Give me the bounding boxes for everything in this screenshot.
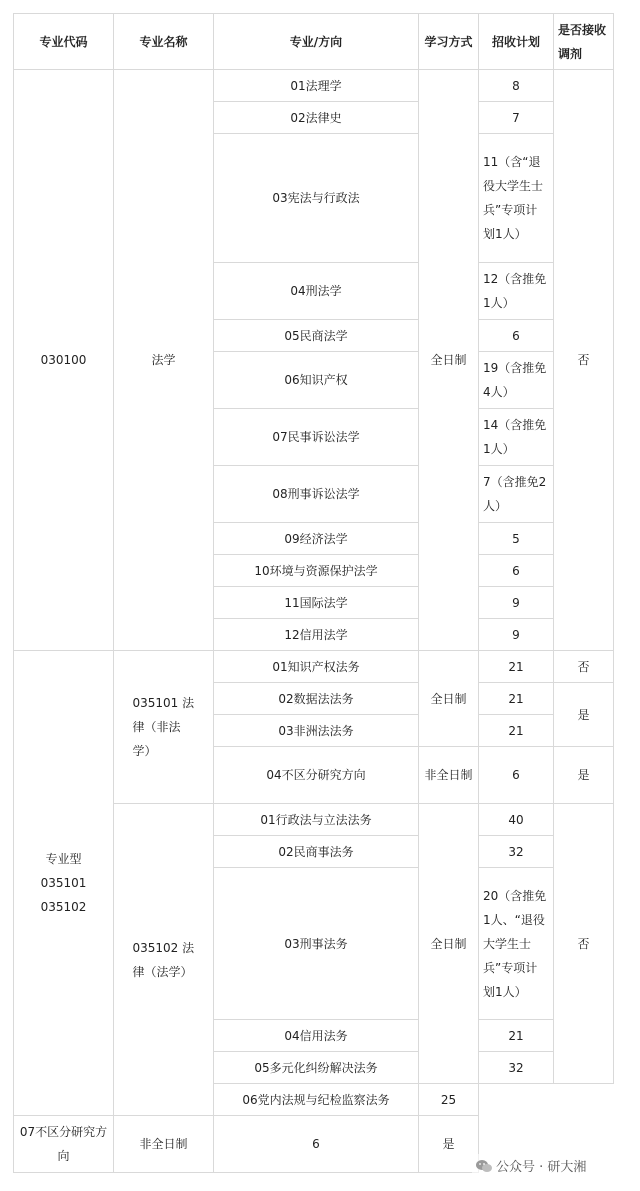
- header-name: 专业名称: [114, 14, 214, 70]
- law-code: 030100: [14, 70, 114, 651]
- direction-cell: 02民商事法务: [214, 836, 419, 868]
- plan-cell: 7: [479, 102, 554, 134]
- plan-cell: 20（含推免1人、“退役大学生士兵”专项计划1人）: [479, 868, 554, 1020]
- wechat-watermark: [472, 1154, 590, 1177]
- direction-cell: 07民事诉讼法学: [214, 409, 419, 466]
- plan-cell: 25: [419, 1084, 479, 1116]
- direction-cell: 06知识产权: [214, 352, 419, 409]
- plan-cell: 8: [479, 70, 554, 102]
- direction-cell: 01知识产权法务: [214, 651, 419, 683]
- plan-cell: 6: [479, 747, 554, 804]
- jm-law-adjust: 否: [554, 804, 614, 1084]
- jm-nonlaw-name: 035101 法律（非法学）: [114, 651, 214, 804]
- direction-cell: 12信用法学: [214, 619, 419, 651]
- jm-law-parttime: 非全日制: [114, 1116, 214, 1173]
- direction-cell: 03宪法与行政法: [214, 134, 419, 263]
- plan-cell: 21: [479, 683, 554, 715]
- plan-cell: 6: [479, 320, 554, 352]
- plan-cell: 19（含推免4人）: [479, 352, 554, 409]
- professional-code: 专业型 035101 035102: [14, 651, 114, 1116]
- direction-cell: 01法理学: [214, 70, 419, 102]
- plan-cell: 32: [479, 1052, 554, 1084]
- header-plan: 招收计划: [479, 14, 554, 70]
- plan-cell: 11（含“退役大学生士兵”专项计划1人）: [479, 134, 554, 263]
- law-adjust: 否: [554, 70, 614, 651]
- plan-cell: 9: [479, 587, 554, 619]
- plan-cell: 6: [214, 1116, 419, 1173]
- plan-cell: 40: [479, 804, 554, 836]
- direction-cell: 04不区分研究方向: [214, 747, 419, 804]
- direction-cell: 05民商法学: [214, 320, 419, 352]
- table-row: [14, 651, 614, 683]
- plan-cell: 14（含推免1人）: [479, 409, 554, 466]
- plan-cell: 5: [479, 523, 554, 555]
- header-code: 专业代码: [14, 14, 114, 70]
- plan-cell: 21: [479, 651, 554, 683]
- plan-cell: 21: [479, 1020, 554, 1052]
- plan-cell: 9: [479, 619, 554, 651]
- header-row: [14, 14, 614, 70]
- direction-cell: 07不区分研究方向: [14, 1116, 114, 1173]
- direction-cell: 10环境与资源保护法学: [214, 555, 419, 587]
- direction-cell: 11国际法学: [214, 587, 419, 619]
- wechat-icon: [476, 1159, 492, 1173]
- header-direction: 专业/方向: [214, 14, 419, 70]
- direction-cell: 05多元化纠纷解决法务: [214, 1052, 419, 1084]
- header-adjust: 是否接收调剂: [554, 14, 614, 70]
- direction-cell: 01行政法与立法法务: [214, 804, 419, 836]
- jm-law-fulltime: 全日制: [419, 804, 479, 1084]
- adjust-cell: 否: [554, 651, 614, 683]
- direction-cell: 04刑法学: [214, 263, 419, 320]
- direction-cell: 03刑事法务: [214, 868, 419, 1020]
- direction-cell: 03非洲法法务: [214, 715, 419, 747]
- table-row: [14, 70, 614, 102]
- header-mode: 学习方式: [419, 14, 479, 70]
- watermark-text: 公众号 · 研大湘: [496, 1160, 587, 1175]
- direction-cell: 06党内法规与纪检监察法务: [214, 1084, 419, 1116]
- plan-cell: 12（含推免1人）: [479, 263, 554, 320]
- direction-cell: 02法律史: [214, 102, 419, 134]
- law-mode: 全日制: [419, 70, 479, 651]
- plan-cell: 32: [479, 836, 554, 868]
- law-name: 法学: [114, 70, 214, 651]
- adjust-cell: 是: [419, 1116, 479, 1173]
- direction-cell: 04信用法务: [214, 1020, 419, 1052]
- plan-cell: 7（含推免2人）: [479, 466, 554, 523]
- plan-cell: 21: [479, 715, 554, 747]
- adjust-cell: 是: [554, 747, 614, 804]
- admissions-table: [13, 13, 614, 1173]
- jm-nonlaw-fulltime: 全日制: [419, 651, 479, 747]
- adjust-cell: 是: [554, 683, 614, 747]
- jm-law-name: 035102 法律（法学）: [114, 804, 214, 1116]
- direction-cell: 09经济法学: [214, 523, 419, 555]
- jm-nonlaw-parttime: 非全日制: [419, 747, 479, 804]
- direction-cell: 02数据法法务: [214, 683, 419, 715]
- direction-cell: 08刑事诉讼法学: [214, 466, 419, 523]
- plan-cell: 6: [479, 555, 554, 587]
